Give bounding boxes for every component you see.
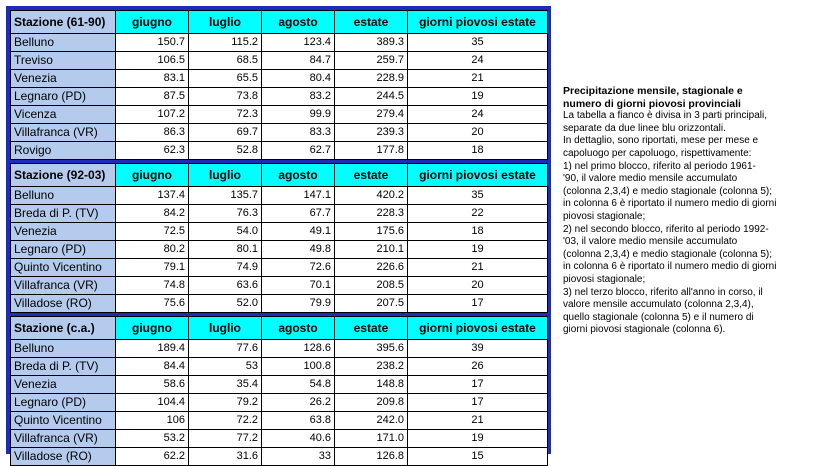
description-line: piovosi stagionale; [563,273,646,285]
precipitation-value: 106 [116,412,189,430]
description-line: valore mensile accumulato (colonna 2,3,4), [563,299,754,311]
table-row [11,295,548,313]
table-row [11,187,548,205]
station-name: Villadose (RO) [11,448,116,466]
precipitation-value: 63.6 [189,277,262,295]
rainy-days-value: 19 [408,241,548,259]
precipitation-value: 171.0 [335,430,408,448]
column-header: estate [335,11,408,34]
rainy-days-value: 24 [408,106,548,124]
description-line: giorni piovosi stagionale (colonna 6). [563,324,726,336]
precipitation-value: 238.2 [335,358,408,376]
precipitation-value: 389.3 [335,34,408,52]
description-line: '03, il valore medio mensile accumulato [563,236,738,248]
rainy-days-value: 35 [408,34,548,52]
description-line: piovosi stagionale; [563,210,646,222]
header-station: Stazione (61-90) [11,11,116,34]
column-header: luglio [189,164,262,187]
precipitation-value: 83.1 [116,70,189,88]
precipitation-value: 65.5 [189,70,262,88]
station-name: Breda di P. (TV) [11,205,116,223]
precipitation-value: 31.6 [189,448,262,466]
station-name: Villadose (RO) [11,295,116,313]
column-header: giorni piovosi estate [408,164,548,187]
precipitation-value: 87.5 [116,88,189,106]
precipitation-value: 209.8 [335,394,408,412]
precipitation-value: 239.3 [335,124,408,142]
station-name: Belluno [11,34,116,52]
precipitation-value: 210.1 [335,241,408,259]
precipitation-value: 54.8 [262,376,335,394]
station-name: Venezia [11,376,116,394]
station-name: Villafranca (VR) [11,124,116,142]
precipitation-value: 73.8 [189,88,262,106]
precipitation-value: 150.7 [116,34,189,52]
precipitation-value: 53.2 [116,430,189,448]
header-station: Stazione (92-03) [11,164,116,187]
precipitation-value: 244.5 [335,88,408,106]
table-row [11,34,548,52]
precipitation-value: 83.2 [262,88,335,106]
rainy-days-value: 19 [408,88,548,106]
precipitation-value: 62.7 [262,142,335,160]
block-header-row [11,11,548,34]
precipitation-value: 72.2 [189,412,262,430]
precipitation-value: 26.2 [262,394,335,412]
precipitation-value: 67.7 [262,205,335,223]
rainy-days-value: 35 [408,187,548,205]
precipitation-value: 74.9 [189,259,262,277]
table-row [11,376,548,394]
rainy-days-value: 39 [408,340,548,358]
precipitation-value: 259.7 [335,52,408,70]
station-name: Venezia [11,223,116,241]
column-header: estate [335,317,408,340]
table-row [11,277,548,295]
precipitation-table-frame [6,6,551,463]
description-line: capoluogo per capoluogo, rispettivamente: [563,147,752,159]
description-line: In dettaglio, sono riportati, mese per mese e [563,135,759,147]
precipitation-value: 147.1 [262,187,335,205]
station-name: Quinto Vicentino [11,259,116,277]
precipitation-value: 84.2 [116,205,189,223]
column-header: agosto [262,11,335,34]
precipitation-value: 79.2 [189,394,262,412]
table-row [11,340,548,358]
precipitation-value: 40.6 [262,430,335,448]
precipitation-value: 49.8 [262,241,335,259]
rainy-days-value: 19 [408,430,548,448]
precipitation-value: 33 [262,448,335,466]
precipitation-value: 106.5 [116,52,189,70]
station-name: Breda di P. (TV) [11,358,116,376]
table-row [11,430,548,448]
table-row [11,412,548,430]
precipitation-value: 100.8 [262,358,335,376]
precipitation-value: 72.6 [262,259,335,277]
precipitation-value: 148.8 [335,376,408,394]
precipitation-value: 228.9 [335,70,408,88]
description-panel [563,85,803,337]
precipitation-value: 84.4 [116,358,189,376]
rainy-days-value: 24 [408,52,548,70]
station-name: Belluno [11,340,116,358]
header-station: Stazione (c.a.) [11,317,116,340]
description-line: in colonna 6 è riportato il numero medio di giorni [563,261,777,273]
precipitation-value: 83.3 [262,124,335,142]
description-line: (colonna 2,3,4) e medio stagionale (colonna 5); [563,248,773,260]
precipitation-value: 80.4 [262,70,335,88]
station-name: Quinto Vicentino [11,412,116,430]
table-row [11,448,548,466]
precipitation-value: 53 [189,358,262,376]
precipitation-value: 79.1 [116,259,189,277]
rainy-days-value: 21 [408,412,548,430]
precipitation-value: 63.8 [262,412,335,430]
table-row [11,241,548,259]
precipitation-value: 189.4 [116,340,189,358]
precipitation-value: 49.1 [262,223,335,241]
station-name: Venezia [11,70,116,88]
rainy-days-value: 18 [408,142,548,160]
precipitation-value: 226.6 [335,259,408,277]
description-title-line: numero di giorni piovosi provinciali [563,97,741,110]
rainy-days-value: 21 [408,70,548,88]
rainy-days-value: 26 [408,358,548,376]
precipitation-value: 74.8 [116,277,189,295]
precipitation-value: 70.1 [262,277,335,295]
rainy-days-value: 22 [408,205,548,223]
description-line: La tabella a fianco è divisa in 3 parti principali, [563,110,768,122]
block-header-row [11,164,548,187]
column-header: estate [335,164,408,187]
column-header: luglio [189,11,262,34]
table-row [11,70,548,88]
column-header: giorni piovosi estate [408,317,548,340]
station-name: Vicenza [11,106,116,124]
precipitation-value: 62.2 [116,448,189,466]
precipitation-value: 177.8 [335,142,408,160]
table-row [11,394,548,412]
precipitation-value: 420.2 [335,187,408,205]
precipitation-value: 72.5 [116,223,189,241]
rainy-days-value: 17 [408,295,548,313]
precipitation-value: 69.7 [189,124,262,142]
precipitation-value: 80.1 [189,241,262,259]
precipitation-value: 228.3 [335,205,408,223]
precipitation-value: 68.5 [189,52,262,70]
precipitation-value: 77.6 [189,340,262,358]
description-title [563,85,803,110]
precipitation-value: 207.5 [335,295,408,313]
precipitation-value: 76.3 [189,205,262,223]
rainy-days-value: 17 [408,394,548,412]
table-row [11,88,548,106]
rainy-days-value: 20 [408,277,548,295]
description-title-line: Precipitazione mensile, stagionale e [563,85,743,97]
table-row [11,52,548,70]
rainy-days-value: 17 [408,376,548,394]
description-line: '90, il valore medio mensile accumulato [563,173,738,185]
precipitation-value: 279.4 [335,106,408,124]
precipitation-value: 84.7 [262,52,335,70]
precipitation-value: 86.3 [116,124,189,142]
description-line: separate da due linee blu orizzontali. [563,122,726,134]
station-name: Rovigo [11,142,116,160]
precipitation-value: 99.9 [262,106,335,124]
precipitation-value: 75.6 [116,295,189,313]
table-row [11,106,548,124]
description-body [563,110,803,337]
precipitation-value: 128.6 [262,340,335,358]
column-header: giugno [116,317,189,340]
description-line: 2) nel secondo blocco, riferito al periodo 1992- [563,223,769,235]
rainy-days-value: 15 [408,448,548,466]
precipitation-value: 115.2 [189,34,262,52]
rainy-days-value: 18 [408,223,548,241]
rainy-days-value: 20 [408,124,548,142]
precipitation-value: 107.2 [116,106,189,124]
station-name: Legnaro (PD) [11,394,116,412]
precipitation-value: 126.8 [335,448,408,466]
column-header: giugno [116,11,189,34]
rainy-days-value: 21 [408,259,548,277]
column-header: luglio [189,317,262,340]
description-line: quello stagionale (colonna 5) e il numero di [563,311,754,323]
precipitation-value: 123.4 [262,34,335,52]
table-row [11,259,548,277]
precipitation-table [10,10,548,466]
table-row [11,358,548,376]
table-row [11,205,548,223]
description-line: in colonna 6 è riportato il numero medio di giorni [563,198,777,210]
precipitation-value: 80.2 [116,241,189,259]
precipitation-value: 77.2 [189,430,262,448]
precipitation-value: 208.5 [335,277,408,295]
column-header: giugno [116,164,189,187]
precipitation-value: 62.3 [116,142,189,160]
precipitation-value: 79.9 [262,295,335,313]
block-header-row [11,317,548,340]
precipitation-value: 135.7 [189,187,262,205]
table-row [11,142,548,160]
precipitation-value: 175.6 [335,223,408,241]
description-line: 1) nel primo blocco, riferito al periodo 1961- [563,160,756,172]
station-name: Belluno [11,187,116,205]
column-header: agosto [262,164,335,187]
station-name: Treviso [11,52,116,70]
column-header: giorni piovosi estate [408,11,548,34]
station-name: Legnaro (PD) [11,241,116,259]
station-name: Villafranca (VR) [11,430,116,448]
precipitation-value: 35.4 [189,376,262,394]
precipitation-value: 104.4 [116,394,189,412]
precipitation-value: 137.4 [116,187,189,205]
precipitation-value: 242.0 [335,412,408,430]
station-name: Villafranca (VR) [11,277,116,295]
table-row [11,124,548,142]
station-name: Legnaro (PD) [11,88,116,106]
precipitation-value: 52.0 [189,295,262,313]
description-line: 3) nel terzo blocco, riferito all'anno in corso, il [563,286,763,298]
precipitation-value: 72.3 [189,106,262,124]
precipitation-value: 58.6 [116,376,189,394]
precipitation-value: 54.0 [189,223,262,241]
precipitation-value: 52.8 [189,142,262,160]
column-header: agosto [262,317,335,340]
precipitation-value: 395.6 [335,340,408,358]
table-row [11,223,548,241]
description-line: (colonna 2,3,4) e medio stagionale (colonna 5); [563,185,773,197]
